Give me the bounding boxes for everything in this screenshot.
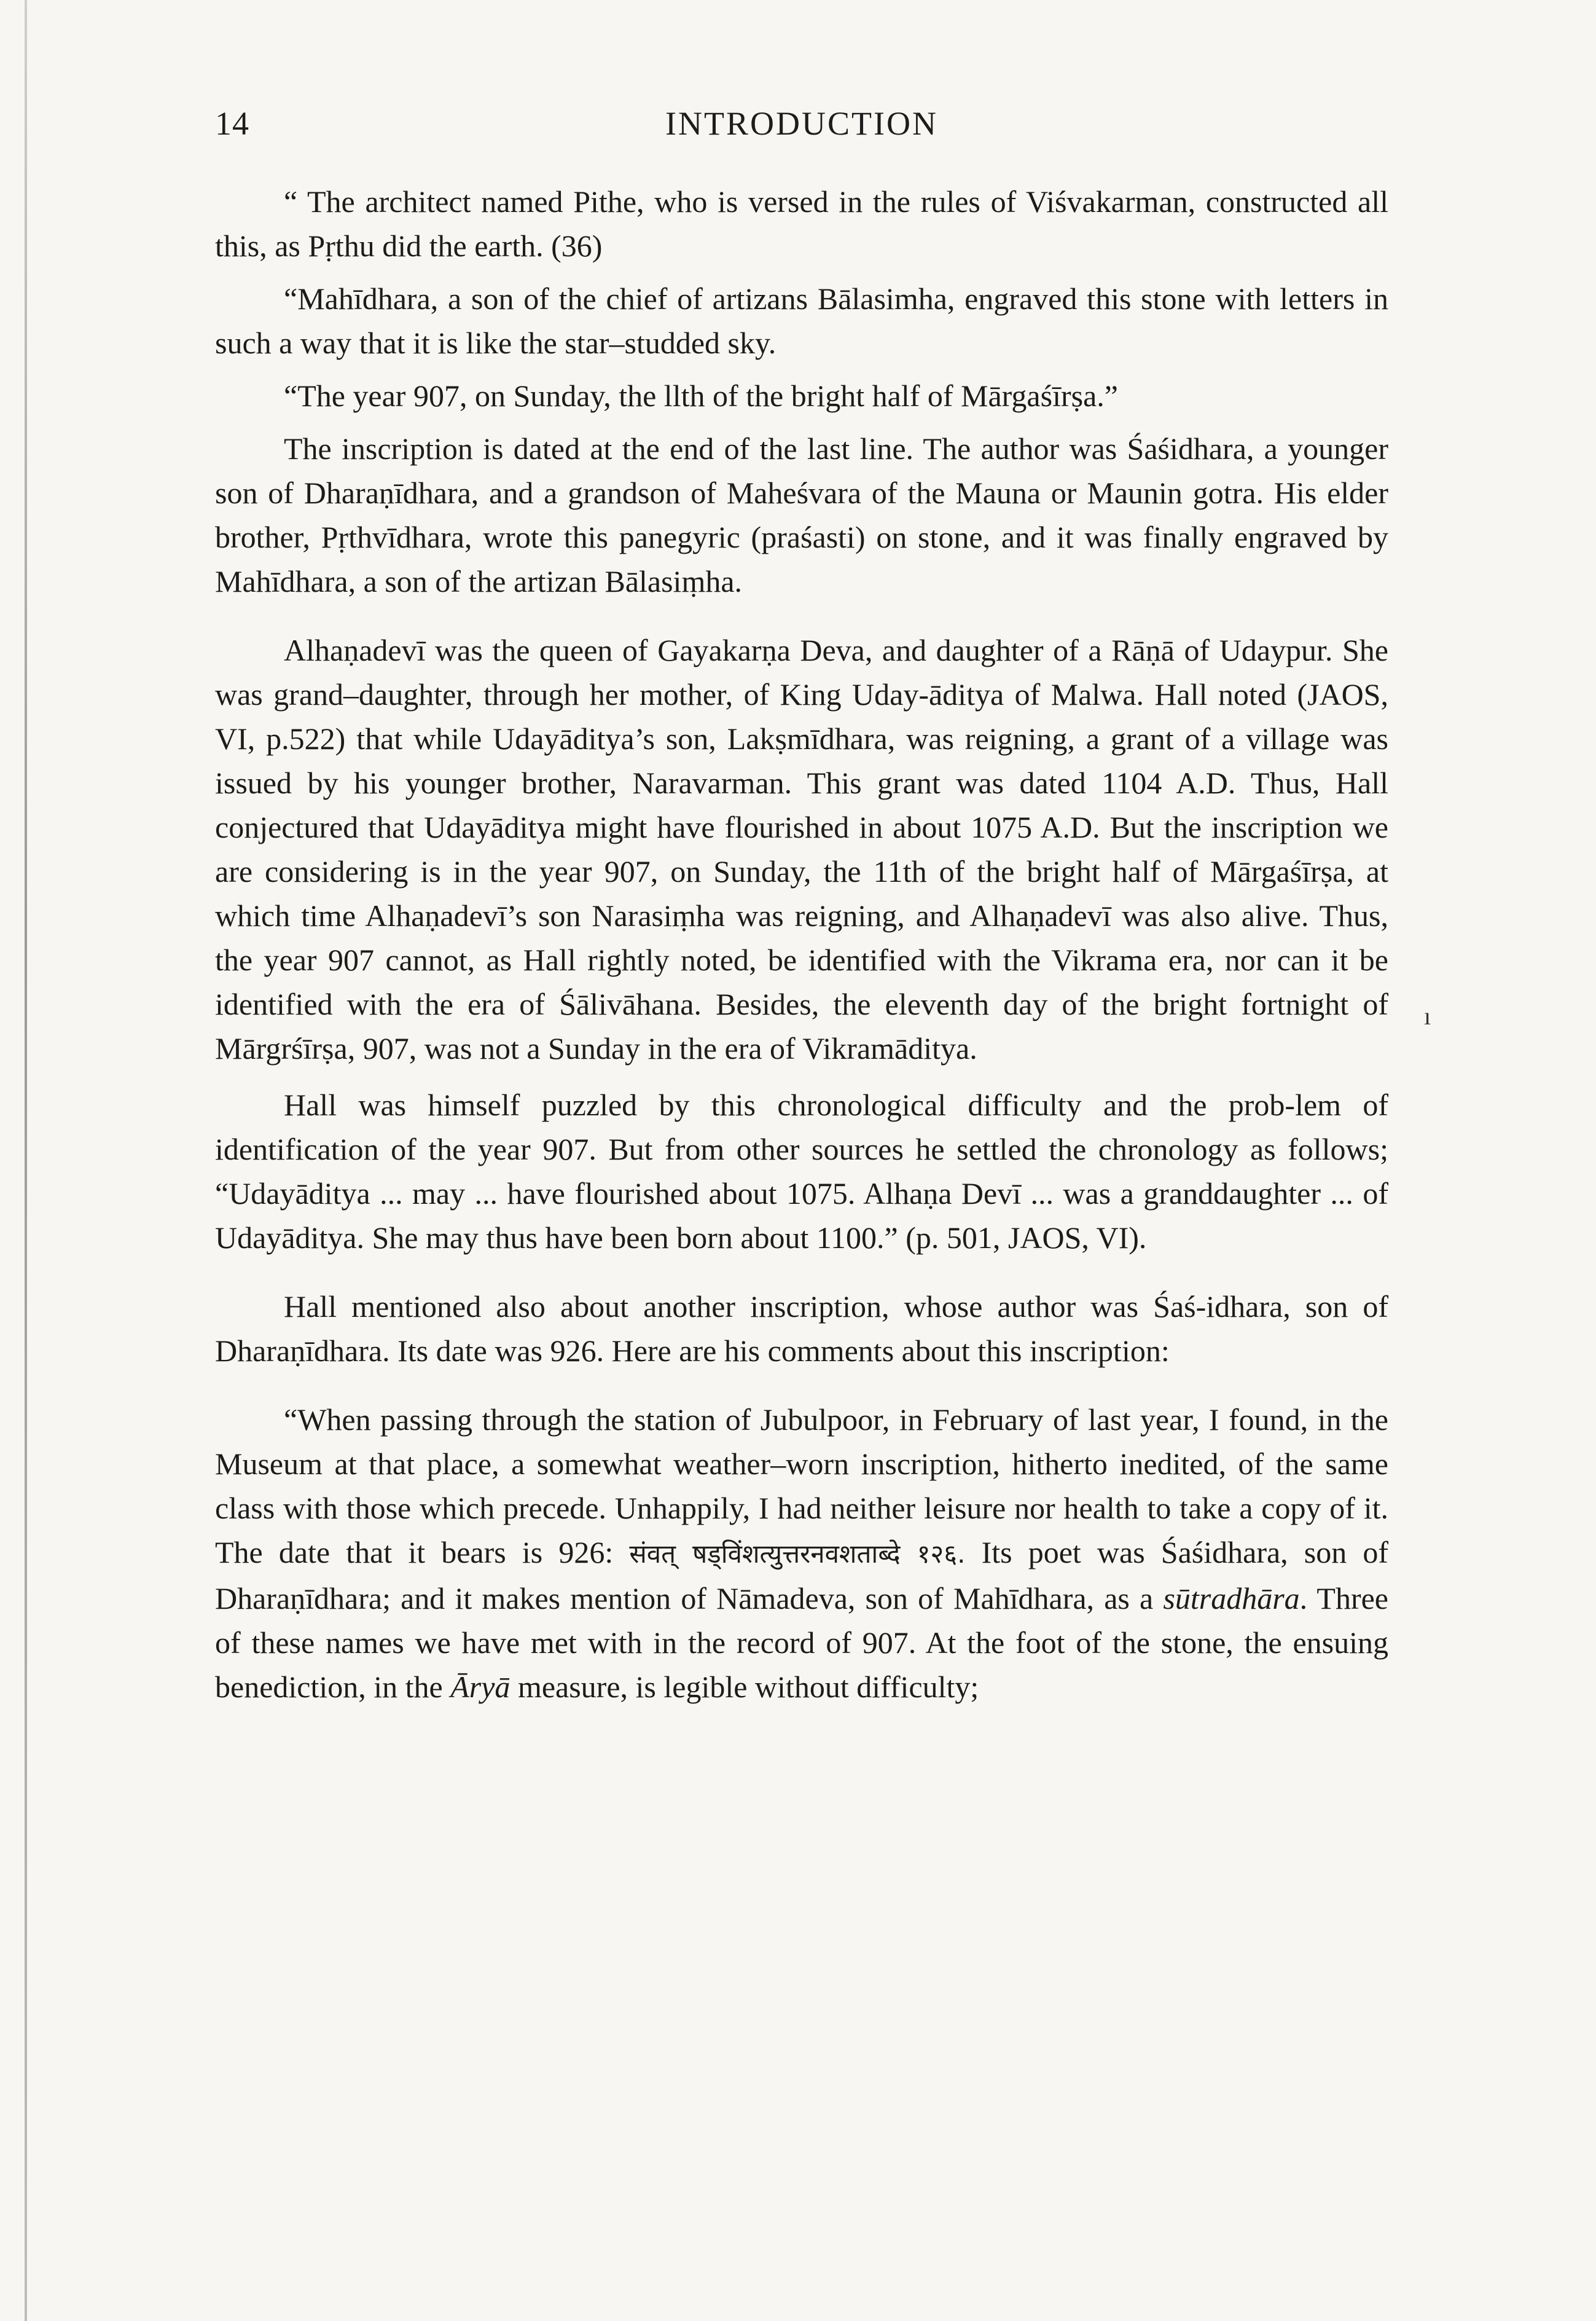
margin-mark: ı — [1424, 1002, 1431, 1030]
page-header — [215, 104, 1388, 160]
scan-binding-edge — [25, 0, 27, 2321]
page-number: 14 — [215, 105, 249, 142]
italic-term-sutradhara: sūtradhāra — [1163, 1581, 1300, 1616]
devanagari-date: संवत् षड्विंशत्युत्तरनवशताब्दे १२६. — [629, 1539, 966, 1569]
paragraph-architect: “ The architect named Pithe, who is versed in the rules of Viśvakarman, constructed all this, as Pṛthu did the earth. (36) — [215, 184, 1388, 263]
paragraph-hall-puzzled: Hall was himself puzzled by this chronological difficulty and the prob-lem of identification of the year 907. But from other sources he settled the chronology as follows; “Udayāditya ... may ... have flourished about 1075. Alhaṇa Devī ... was a granddaughter ... of Udayāditya. She may thus have been born about 1100.” (p. 501, JAOS, VI). — [215, 1088, 1388, 1255]
paragraph-mahidhara: “Mahīdhara, a son of the chief of artizans Bālasimha, engraved this stone with letters in such a way that it is like the star–studded sky. — [215, 281, 1388, 360]
quote-text-part2: Its poet was Śaśidhara, son of Dharaṇīdhara; and it makes mention of Nāmadeva, son of Mahīdhara, as a — [215, 1535, 1389, 1616]
paragraph-alhanadevi: Alhaṇadevī was the queen of Gayakarṇa Deva, and daughter of a Rāṇā of Udaypur. She was grand–daughter, through her mother, of King Uday-āditya of Malwa. Hall noted (JAOS, VI, p.522) that while Udayāditya’s son, Lakṣmīdhara, was reigning, a grant of a village was issued by his younger brother, Naravarman. This grant was dated 1104 A.D. Thus, Hall conjectured that Udayāditya might have flourished in about 1075 A.D. But the inscription we are considering is in the year 907, on Sunday, the 11th of the bright half of Mārgaśīrṣa, at which time Alhaṇadevī’s son Narasiṃha was reigning, and Alhaṇadevī was also alive. Thus, the year 907 cannot, as Hall rightly noted, be identified with the Vikrama era, nor can it be identified with the era of Śālivāhana. Besides, the eleventh day of the bright fortnight of Mārgrśīrṣa, 907, was not a Sunday in the era of Vikramāditya. — [215, 633, 1388, 1066]
paragraph-another-inscription: Hall mentioned also about another inscription, whose author was Śaś-idhara, son of Dharaṇīdhara. Its date was 926. Here are his comments about this inscription: — [215, 1289, 1388, 1368]
running-head: INTRODUCTION — [665, 105, 938, 142]
quote-text-part1: “When passing through the station of Jubulpoor, in February of last year, I found, in the Museum at that place, a somewhat weather–worn inscription, hitherto inedited, of the same class with those which precede. Unhappily, I had neither leisure nor health to take a copy of it. The date that it bears is 926: — [215, 1402, 1388, 1569]
quote-text-part4: measure, is legible without difficulty; — [517, 1670, 979, 1704]
quote-text-part3: . Three of these names we have met with in the record of 907. At the foot of the stone, the ensuing benediction, in the — [215, 1581, 1389, 1704]
paragraph-year-907: “The year 907, on Sunday, the llth of the bright half of Mārgaśīrṣa.” — [284, 379, 1118, 413]
paragraph-quote-jubulpoor — [215, 1397, 1388, 1709]
paragraph-inscription-dated: The inscription is dated at the end of the last line. The author was Śaśidhara, a younger son of Dharaṇīdhara, and a grandson of Maheśvara of the Mauna or Maunin gotra. His elder brother, Pṛthvīdhara, wrote this panegyric (praśasti) on stone, and it was finally engraved by Mahīdhara, a son of the artizan Bālasiṃha. — [215, 431, 1388, 599]
italic-term-arya: Āryā — [450, 1670, 510, 1704]
page-body — [215, 179, 1388, 1721]
